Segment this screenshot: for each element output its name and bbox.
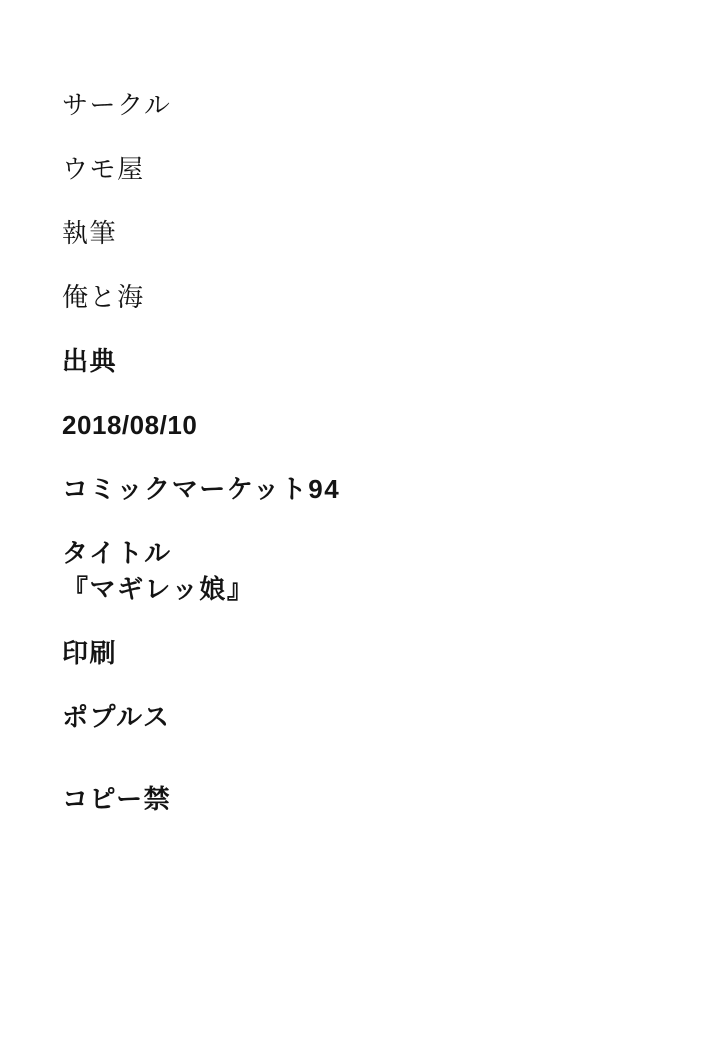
work-title: 『マギレッ娘』	[62, 574, 255, 604]
author-name: 俺と海	[62, 282, 145, 312]
copy-prohibited-notice: コピー禁	[62, 784, 172, 814]
event-name: コミックマーケット94	[62, 474, 341, 504]
circle-label: サークル	[62, 90, 172, 120]
publication-date: 2018/08/10	[62, 410, 198, 440]
printer-label: 印刷	[62, 638, 118, 668]
printer-name: ポプルス	[62, 702, 171, 732]
colophon-block	[62, 92, 622, 812]
title-label: タイトル	[62, 538, 172, 568]
circle-name: ウモ屋	[62, 154, 145, 184]
author-label: 執筆	[62, 218, 118, 248]
source-label: 出典	[62, 346, 118, 376]
